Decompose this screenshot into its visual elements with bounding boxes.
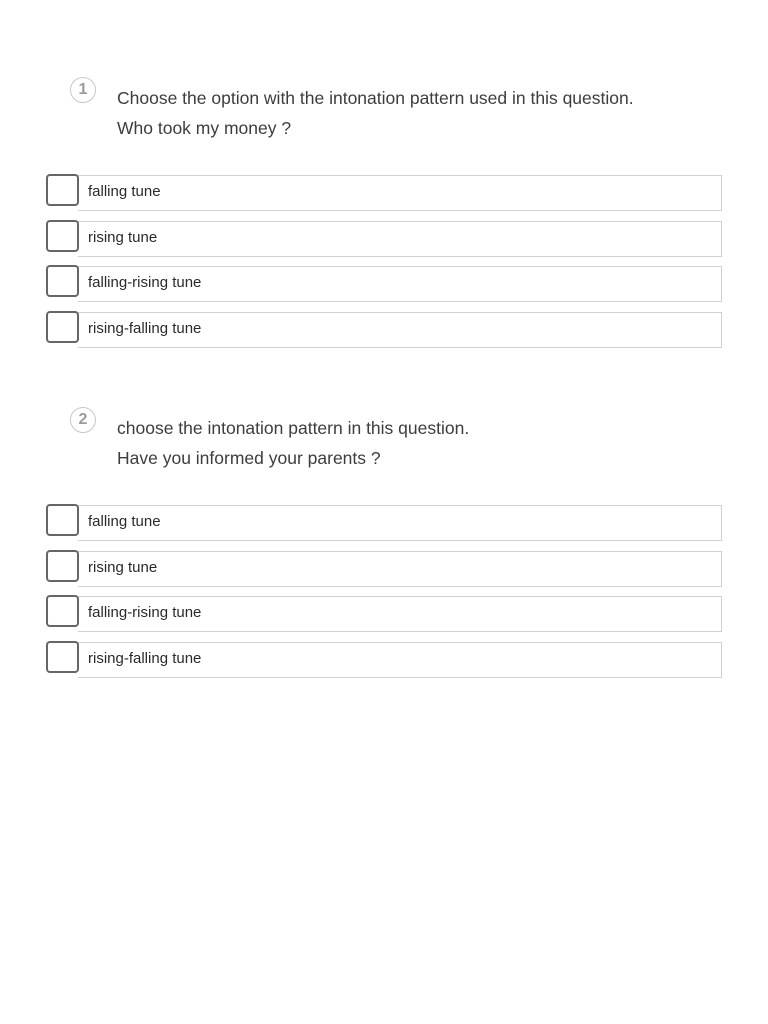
question-sentence: Have you informed your parents ? — [117, 448, 381, 468]
option-checkbox[interactable] — [46, 595, 79, 627]
answer-options — [46, 505, 724, 687]
answer-option-falling-tune[interactable] — [46, 505, 724, 541]
question-number-badge: 2 — [70, 407, 96, 433]
option-frame[interactable] — [78, 175, 722, 211]
option-frame[interactable] — [78, 221, 722, 257]
question-prompt: choose the intonation pattern in this question. — [117, 418, 470, 438]
option-checkbox[interactable] — [46, 311, 79, 343]
question-number-badge: 1 — [70, 77, 96, 103]
option-checkbox[interactable] — [46, 504, 79, 536]
answer-option-rising-falling-tune[interactable] — [46, 312, 724, 348]
option-label: falling-rising tune — [88, 604, 202, 621]
question-text — [117, 83, 737, 143]
question-text — [117, 413, 737, 473]
answer-option-falling-rising-tune[interactable] — [46, 596, 724, 632]
answer-option-falling-rising-tune[interactable] — [46, 266, 724, 302]
option-label: rising-falling tune — [88, 649, 202, 667]
option-label: falling tune — [88, 183, 161, 200]
option-checkbox[interactable] — [46, 265, 79, 297]
answer-options — [46, 175, 724, 357]
option-label: rising tune — [88, 228, 158, 246]
option-label: rising-falling tune — [88, 319, 202, 337]
answer-option-falling-tune[interactable] — [46, 175, 724, 211]
answer-option-rising-tune[interactable] — [46, 221, 724, 257]
answer-option-rising-falling-tune[interactable] — [46, 642, 724, 678]
option-label: falling-rising tune — [88, 274, 202, 291]
option-checkbox[interactable] — [46, 550, 79, 582]
option-checkbox[interactable] — [46, 641, 79, 673]
option-checkbox[interactable] — [46, 174, 79, 206]
question-prompt: Choose the option with the intonation pattern used in this question. — [117, 88, 634, 108]
option-label: falling tune — [88, 513, 161, 530]
option-frame[interactable] — [78, 505, 722, 541]
option-label: rising tune — [88, 558, 158, 576]
option-checkbox[interactable] — [46, 220, 79, 252]
question-sentence: Who took my money ? — [117, 118, 292, 138]
answer-option-rising-tune[interactable] — [46, 551, 724, 587]
option-frame[interactable] — [78, 551, 722, 587]
